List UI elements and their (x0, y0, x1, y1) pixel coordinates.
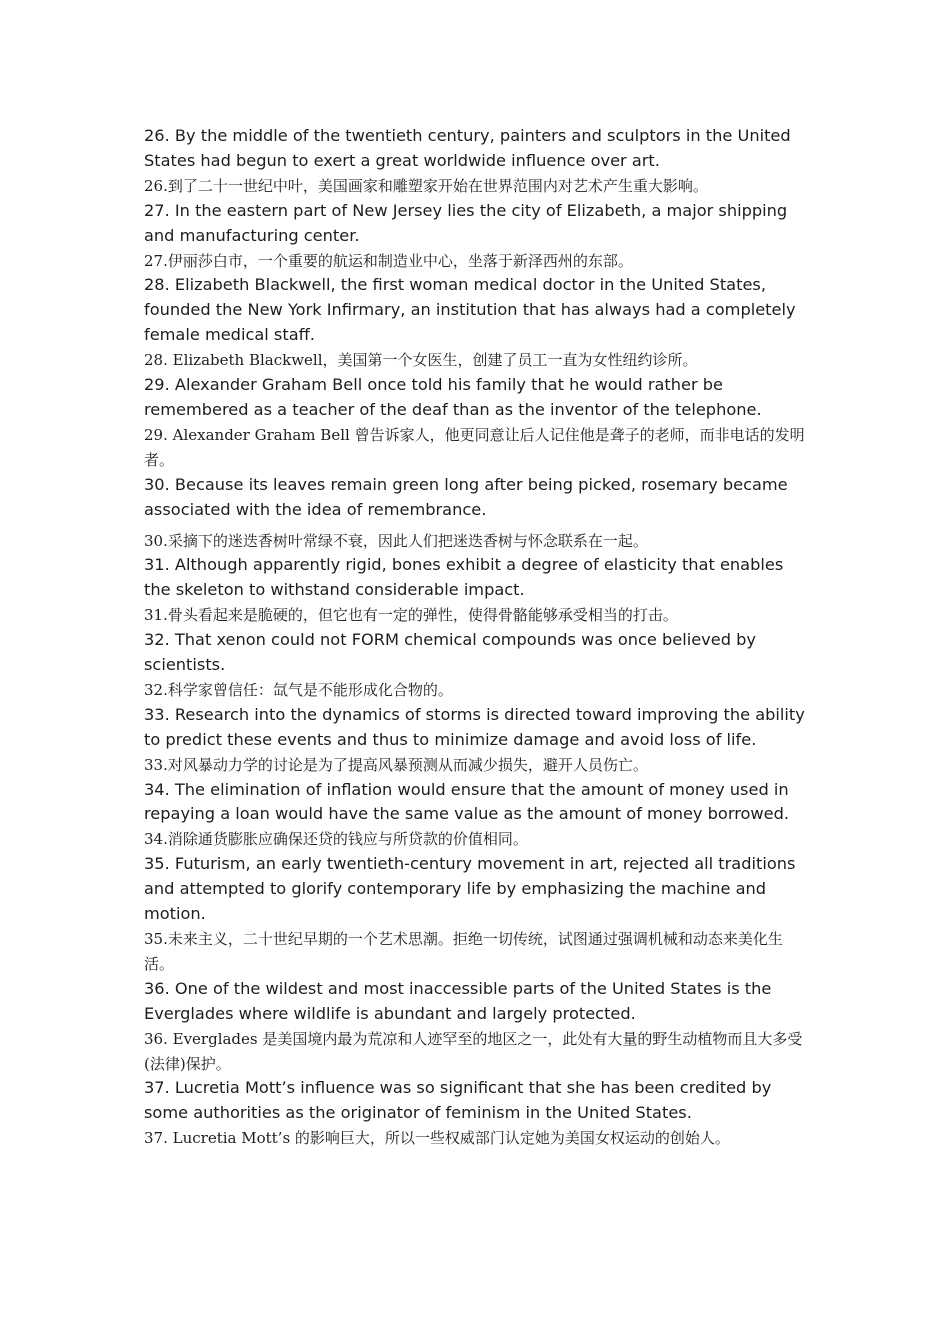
sentence-35-english: 35. Futurism, an early twentieth-century movement in art, rejected all traditions and attempted to glorify contemporary life by emphasizing the machine and motion. (144, 854, 796, 924)
sentence-28-english: 28. Elizabeth Blackwell, the first woman medical doctor in the United States, founded the New York Infirmary, an institution that has always had a completely female medical staff. (144, 275, 796, 345)
sentence-29-english: 29. Alexander Graham Bell once told his family that he would rather be remembered as a teacher of the deaf than as the inventor of the telephone. (144, 375, 762, 419)
sentence-26-chinese: 26.到了二十一世纪中叶，美国画家和雕塑家开始在世界范围内对艺术产生重大影响。 (144, 176, 708, 195)
sentence-30-english: 30. Because its leaves remain green long after being picked, rosemary became associated with the idea of remembrance. (144, 474, 788, 519)
sentence-29-chinese: 29. Alexander Graham Bell 曾告诉家人，他更同意让后人记住他是聋子的老师，而非电话的发明者。 (144, 425, 805, 469)
sentence-32-english: 32. That xenon could not FORM chemical compounds was once believed by scientists. (144, 630, 756, 675)
sentence-31-chinese: 31.骨头看起来是脆硬的，但它也有一定的弹性，使得骨骼能够承受相当的打击。 (144, 606, 678, 625)
sentence-32-chinese: 32.科学家曾信任：氙气是不能形成化合物的。 (144, 680, 453, 699)
sentence-30-chinese: 30.采摘下的迷迭香树叶常绿不衰，因此人们把迷迭香树与怀念联系在一起。 (144, 531, 648, 550)
sentence-36-english: 36. One of the wildest and most inaccessible parts of the United States is the Everglades where wildlife is abundant and largely protected. (144, 978, 772, 1023)
sentence-27-chinese: 27.伊丽莎白市，一个重要的航运和制造业中心，坐落于新泽西州的东部。 (144, 251, 633, 270)
sentence-37-chinese: 37. Lucretia Mott’s 的影响巨大，所以一些权威部门认定她为美国女权运动的创始人。 (144, 1129, 730, 1148)
sentence-31-english: 31. Although apparently rigid, bones exhibit a degree of elasticity that enables the skeleton to withstand considerable impact. (144, 555, 784, 600)
sentence-36-chinese: 36. Everglades 是美国境内最为荒凉和人迹罕至的地区之一，此处有大量的野生动植物而且大多受(法律)保护。 (144, 1029, 803, 1073)
sentence-34-english: 34. The elimination of inflation would ensure that the amount of money used in repaying a loan would have the same value as the amount of money borrowed. (144, 779, 790, 824)
sentence-33-chinese: 33.对风暴动力学的讨论是为了提高风暴预测从而减少损失，避开人员伤亡。 (144, 755, 648, 774)
document-body (144, 124, 806, 1151)
sentence-34-chinese: 34.消除通货膨胀应确保还贷的钱应与所贷款的价值相同。 (144, 830, 528, 849)
sentence-33-english: 33. Research into the dynamics of storms is directed toward improving the ability to predict these events and thus to minimize damage and avoid loss of life. (144, 704, 805, 749)
sentence-35-chinese: 35.未来主义，二十世纪早期的一个艺术思潮。拒绝一切传统，试图通过强调机械和动态来美化生活。 (144, 930, 783, 973)
sentence-26-english: 26. By the middle of the twentieth century, painters and sculptors in the United States had begun to exert a great worldwide influence over art. (144, 126, 791, 170)
sentence-37-english: 37. Lucretia Mott’s influence was so significant that she has been credited by some authorities as the originator of feminism in the United States. (144, 1078, 772, 1123)
sentence-27-english: 27. In the eastern part of New Jersey lies the city of Elizabeth, a major shipping and manufacturing center. (144, 200, 788, 245)
sentence-28-chinese: 28. Elizabeth Blackwell，美国第一个女医生，创建了员工一直为女性纽约诊所。 (144, 351, 698, 370)
